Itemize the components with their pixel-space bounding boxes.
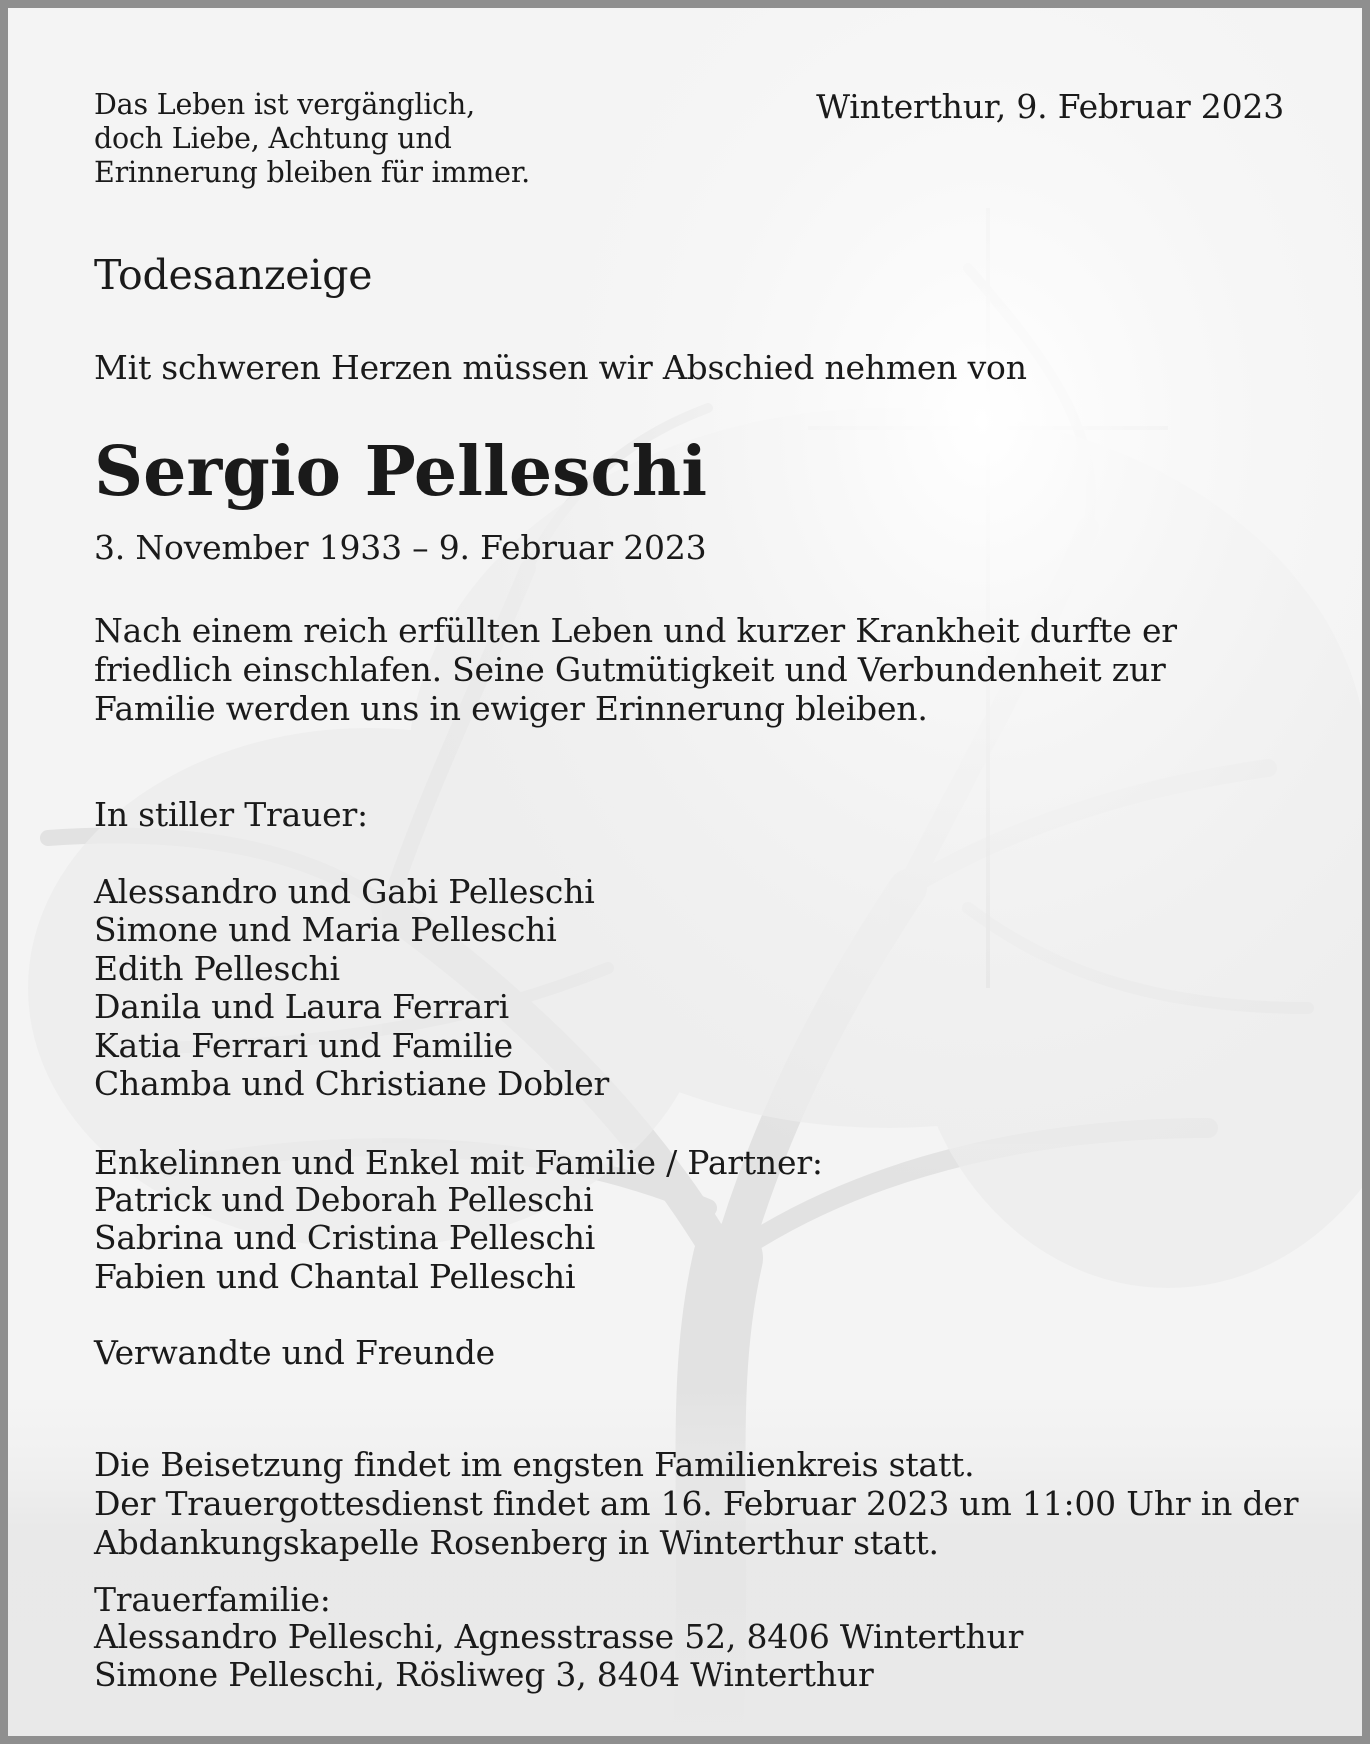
life-dates: 3. November 1933 – 9. Februar 2023 (94, 528, 707, 567)
obituary-page (8, 8, 1362, 1736)
motto-line: Erinnerung bleiben für immer. (94, 156, 530, 189)
list-item: Katia Ferrari und Familie (94, 1025, 513, 1065)
mourners-list (94, 873, 609, 1103)
relatives-line: Verwandte und Freunde (94, 1333, 495, 1372)
paragraph-line: Nach einem reich erfüllten Leben und kurzer Krankheit durfte er (94, 611, 1177, 650)
deceased-name: Sergio Pelleschi (94, 432, 708, 512)
list-item: Alessandro und Gabi Pelleschi (94, 872, 595, 911)
mourners-label: In stiller Trauer: (94, 795, 368, 834)
intro-text: Mit schweren Herzen müssen wir Abschied nehmen von (94, 348, 1027, 387)
list-item: Danila und Laura Ferrari (94, 987, 509, 1027)
notice-heading: Todesanzeige (94, 251, 373, 299)
funeral-line: Abdankungskapelle Rosenberg in Winterthur statt. (94, 1523, 939, 1562)
tribute-paragraph (94, 611, 1177, 728)
family-label: Trauerfamilie: (94, 1580, 331, 1619)
funeral-info (94, 1445, 1298, 1562)
list-item: Chamba und Christiane Dobler (94, 1064, 610, 1104)
place-date: Winterthur, 9. Februar 2023 (816, 87, 1284, 126)
funeral-line: Die Beisetzung findet im engsten Familienkreis statt. (94, 1445, 975, 1484)
list-item: Simone und Maria Pelleschi (94, 910, 557, 950)
family-addresses (94, 1618, 1023, 1695)
list-item: Patrick und Deborah Pelleschi (94, 1180, 594, 1219)
grandchildren-label: Enkelinnen und Enkel mit Familie / Partner: (94, 1143, 823, 1182)
motto-line: doch Liebe, Achtung und (94, 122, 452, 155)
address-line: Simone Pelleschi, Rösliweg 3, 8404 Winterthur (94, 1655, 874, 1695)
funeral-line: Der Trauergottesdienst findet am 16. Februar 2023 um 11:00 Uhr in der (94, 1484, 1299, 1523)
address-line: Alessandro Pelleschi, Agnesstrasse 52, 8406 Winterthur (94, 1617, 1024, 1656)
list-item: Sabrina und Cristina Pelleschi (94, 1218, 596, 1258)
list-item: Fabien und Chantal Pelleschi (94, 1256, 576, 1296)
list-item: Edith Pelleschi (94, 948, 340, 988)
paragraph-line: Familie werden uns in ewiger Erinnerung bleiben. (94, 689, 928, 728)
motto (94, 88, 530, 190)
motto-line: Das Leben ist vergänglich, (94, 88, 475, 121)
obituary-content (94, 8, 1299, 1736)
grandchildren-list (94, 1181, 595, 1296)
paragraph-line: friedlich einschlafen. Seine Gutmütigkeit und Verbundenheit zur (94, 650, 1166, 689)
